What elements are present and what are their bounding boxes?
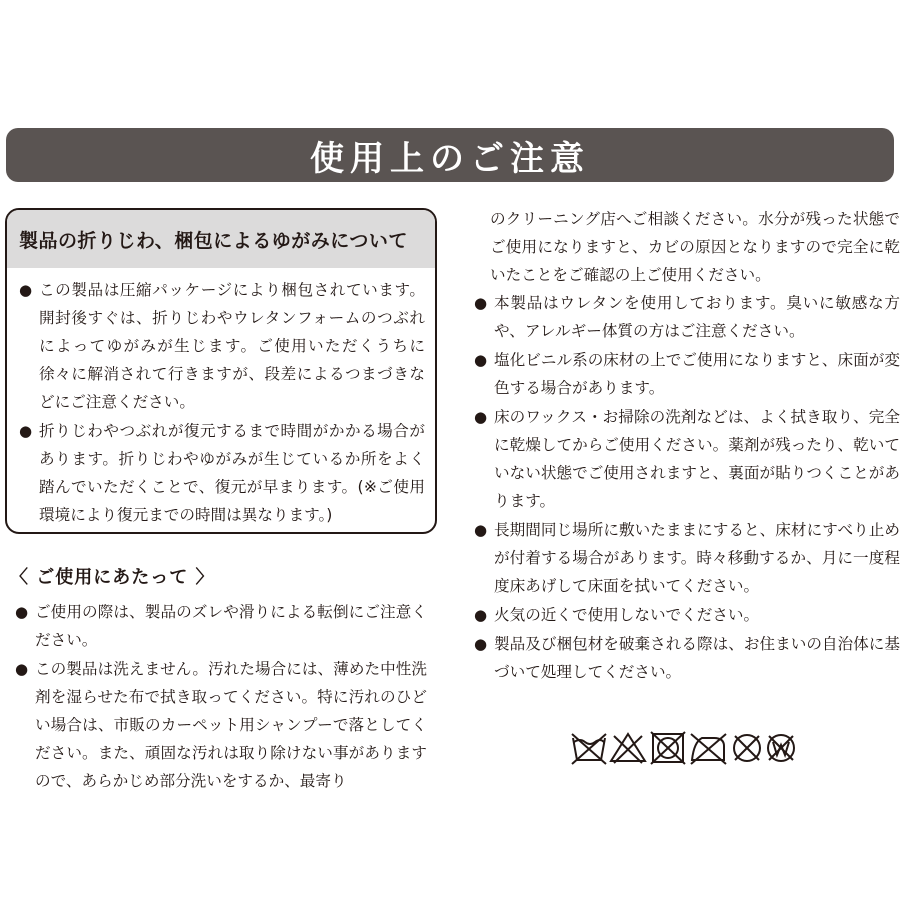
- list-item: ● 塩化ビニル系の床材の上でご使用になりますと、床面が変色する場合があります。: [474, 346, 900, 402]
- list-item: ● 本製品はウレタンを使用しております。臭いに敏感な方や、アレルギー体質の方はご注意ください。: [474, 289, 900, 345]
- notice-box-title: 製品の折りじわ、梱包によるゆがみについて: [7, 210, 435, 268]
- usage-list: [15, 598, 427, 795]
- right-column: [474, 205, 900, 687]
- do-not-dry-clean-icon: [734, 735, 760, 761]
- list-item: ● ご使用の際は、製品のズレや滑りによる転倒にご注意ください。: [15, 598, 427, 654]
- list-item: ● この製品は圧縮パッケージにより梱包されています。開封後すぐは、折りじわやウレタンフォームのつぶれによってゆがみが生じます。ご使用いただくうちに徐々に解消されて行きますが、段差によるつまづきなどにご注意ください。: [19, 276, 425, 416]
- continued-text: のクリーニング店へご相談ください。水分が残った状態でご使用になりますと、カビの原因となりますので完全に乾いたことをご確認の上ご使用ください。: [490, 210, 900, 284]
- list-item: ● 折りじわやつぶれが復元するまで時間がかかる場合があります。折りじわやゆがみが生じているか所をよく踏んでいただくことで、復元が早まります。(※ご使用環境により復元までの時間は異なります。): [19, 417, 425, 529]
- care-labels: [570, 730, 800, 766]
- list-item: ● 火気の近くで使用しないでください。: [474, 601, 900, 629]
- folding-notice-box: [5, 208, 437, 534]
- notice-list: [19, 276, 425, 529]
- do-not-iron-icon: [691, 734, 726, 764]
- list-item: ● 長期間同じ場所に敷いたままにすると、床材にすべり止めが付着する場合があります。時々移動するか、月に一度程度床あげして床面を拭いてください。: [474, 516, 900, 600]
- caution-list: [474, 289, 900, 686]
- header-bar: [6, 128, 894, 182]
- list-item: ● この製品は洗えません。汚れた場合には、薄めた中性洗剤を湿らせた布で拭き取ってください。特に汚れのひどい場合は、市販のカーペット用シャンプーで落としてください。また、頑固な汚れは取り除けない事がありますので、あらかじめ部分洗いをするか、最寄り: [15, 655, 427, 795]
- page-title: 使用上のご注意: [310, 138, 590, 179]
- do-not-bleach-icon: [611, 734, 645, 763]
- list-item: ● 製品及び梱包材を破棄される際は、お住まいの自治体に基づいて処理してください。: [474, 630, 900, 686]
- list-item: ● 床のワックス・お掃除の洗剤などは、よく拭き取り、完全に乾燥してからご使用ください。薬剤が残ったり、乾いていない状態でご使用されますと、裏面が貼りつくことがあります。: [474, 403, 900, 515]
- do-not-wet-clean-icon: [768, 735, 794, 761]
- do-not-tumble-dry-icon: [651, 732, 685, 764]
- usage-heading: 〈 ご使用にあたって 〉: [10, 567, 215, 588]
- do-not-wash-icon: [572, 734, 606, 764]
